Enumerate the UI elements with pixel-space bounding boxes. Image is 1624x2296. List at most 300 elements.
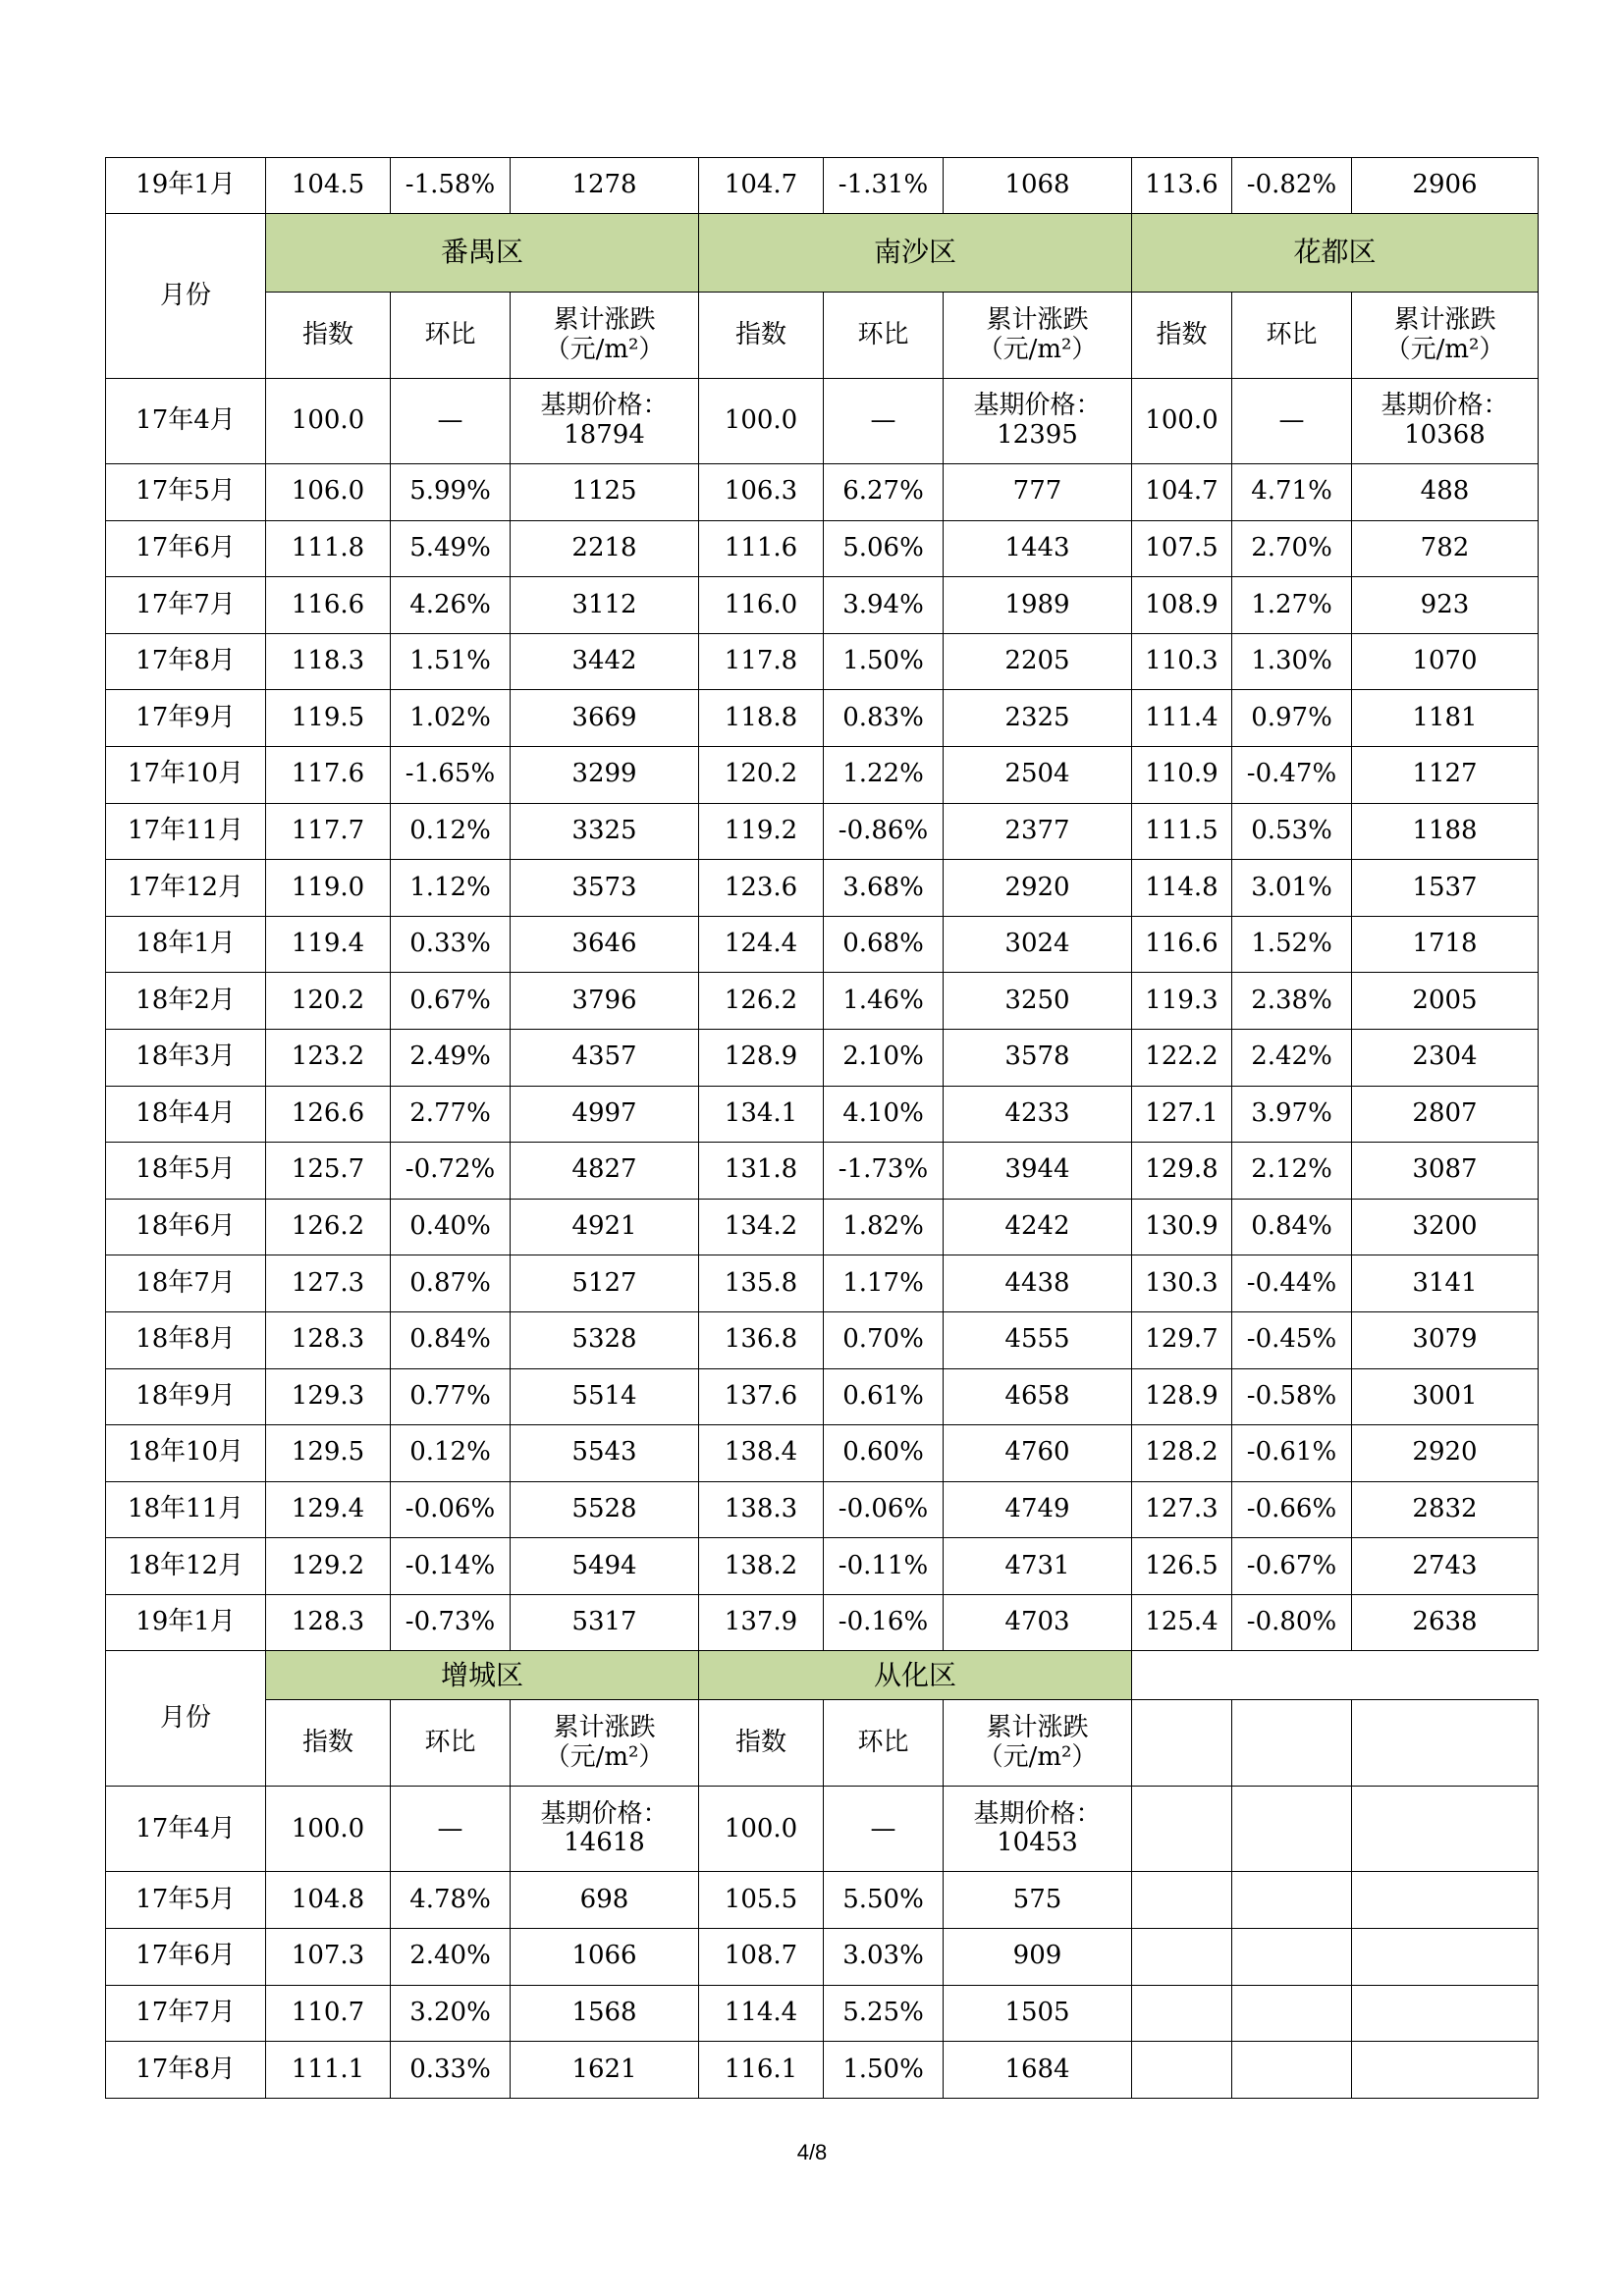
month-cell: 17年4月: [106, 1787, 266, 1872]
index-cell: 129.2: [266, 1538, 391, 1595]
index-cell: 119.5: [266, 690, 391, 747]
table-row: [106, 379, 1539, 464]
empty-cell: [1352, 2042, 1539, 2099]
index-cell: 130.3: [1132, 1255, 1232, 1312]
mom-cell: —: [1232, 379, 1352, 464]
mom-cell: 0.60%: [824, 1425, 944, 1482]
cumulative-cell: 2504: [944, 746, 1132, 803]
cumulative-cell: 1718: [1352, 916, 1539, 973]
mom-cell: 0.97%: [1232, 690, 1352, 747]
cumulative-cell: 5543: [511, 1425, 699, 1482]
mom-cell: -0.11%: [824, 1538, 944, 1595]
table-row: [106, 214, 1539, 293]
table-row: [106, 1481, 1539, 1538]
cumulative-cell: 4357: [511, 1029, 699, 1086]
index-cell: 106.0: [266, 464, 391, 521]
empty-cell: [1232, 1787, 1352, 1872]
index-cell: 110.9: [1132, 746, 1232, 803]
index-cell: 105.5: [699, 1872, 824, 1929]
cumulative-cell: 基期价格： 14618: [511, 1787, 699, 1872]
empty-cell: [1132, 1651, 1539, 1700]
mom-cell: -1.73%: [824, 1143, 944, 1200]
cumulative-cell: 1989: [944, 577, 1132, 634]
table-row: [106, 1985, 1539, 2042]
month-cell: 17年5月: [106, 1872, 266, 1929]
index-cell: 129.7: [1132, 1311, 1232, 1368]
cumulative-cell: 3141: [1352, 1255, 1539, 1312]
month-cell: 18年3月: [106, 1029, 266, 1086]
index-cell: 100.0: [1132, 379, 1232, 464]
month-cell: 17年6月: [106, 1929, 266, 1986]
mom-cell: 1.02%: [391, 690, 511, 747]
cumulative-cell: 2638: [1352, 1594, 1539, 1651]
mom-cell: 0.12%: [391, 1425, 511, 1482]
index-cell: 129.4: [266, 1481, 391, 1538]
mom-cell: 0.53%: [1232, 803, 1352, 860]
cumulative-cell: 3646: [511, 916, 699, 973]
month-cell: 17年6月: [106, 520, 266, 577]
cumulative-cell: 1066: [511, 1929, 699, 1986]
index-cell: 125.7: [266, 1143, 391, 1200]
mom-cell: 3.03%: [824, 1929, 944, 1986]
mom-cell: 2.70%: [1232, 520, 1352, 577]
cumulative-header: 累计涨跌 （元/m²）: [944, 293, 1132, 379]
month-header: 月份: [106, 1651, 266, 1787]
table-row: [106, 1651, 1539, 1700]
month-cell: 17年12月: [106, 860, 266, 917]
table-row: [106, 577, 1539, 634]
month-cell: 17年4月: [106, 379, 266, 464]
mom-header: 环比: [824, 293, 944, 379]
table-row: [106, 690, 1539, 747]
index-cell: 126.6: [266, 1086, 391, 1143]
month-cell: 18年4月: [106, 1086, 266, 1143]
cumulative-cell: 575: [944, 1872, 1132, 1929]
mom-cell: 5.99%: [391, 464, 511, 521]
cumulative-cell: 3250: [944, 973, 1132, 1030]
mom-cell: 0.77%: [391, 1368, 511, 1425]
month-cell: 18年11月: [106, 1481, 266, 1538]
index-cell: 119.4: [266, 916, 391, 973]
mom-cell: 0.68%: [824, 916, 944, 973]
cumulative-cell: 2377: [944, 803, 1132, 860]
index-cell: 110.7: [266, 1985, 391, 2042]
cumulative-cell: 3087: [1352, 1143, 1539, 1200]
cumulative-cell: 1537: [1352, 860, 1539, 917]
mom-cell: -0.45%: [1232, 1311, 1352, 1368]
mom-cell: 1.17%: [824, 1255, 944, 1312]
month-cell: 17年5月: [106, 464, 266, 521]
index-cell: 128.2: [1132, 1425, 1232, 1482]
empty-cell: [1132, 1985, 1232, 2042]
cumulative-cell: 3442: [511, 633, 699, 690]
index-cell: 111.8: [266, 520, 391, 577]
empty-cell: [1132, 1929, 1232, 1986]
month-cell: 18年2月: [106, 973, 266, 1030]
empty-cell: [1232, 1929, 1352, 1986]
index-cell: 120.2: [699, 746, 824, 803]
table-row: [106, 464, 1539, 521]
table-row: [106, 1199, 1539, 1255]
cumulative-cell: 2832: [1352, 1481, 1539, 1538]
index-cell: 137.6: [699, 1368, 824, 1425]
month-cell: 18年1月: [106, 916, 266, 973]
month-cell: 18年7月: [106, 1255, 266, 1312]
cumulative-cell: 3669: [511, 690, 699, 747]
table-row: [106, 746, 1539, 803]
cumulative-cell: 1125: [511, 464, 699, 521]
cumulative-cell: 3325: [511, 803, 699, 860]
cumulative-cell: 3200: [1352, 1199, 1539, 1255]
index-cell: 123.6: [699, 860, 824, 917]
index-cell: 138.3: [699, 1481, 824, 1538]
cumulative-cell: 4555: [944, 1311, 1132, 1368]
mom-cell: 1.82%: [824, 1199, 944, 1255]
cumulative-cell: 5494: [511, 1538, 699, 1595]
empty-cell: [1232, 1985, 1352, 2042]
cumulative-cell: 3796: [511, 973, 699, 1030]
index-cell: 126.2: [699, 973, 824, 1030]
cumulative-cell: 2218: [511, 520, 699, 577]
mom-cell: -1.58%: [391, 158, 511, 214]
mom-cell: -0.67%: [1232, 1538, 1352, 1595]
index-cell: 134.2: [699, 1199, 824, 1255]
mom-cell: -0.72%: [391, 1143, 511, 1200]
index-cell: 128.9: [1132, 1368, 1232, 1425]
month-cell: 18年9月: [106, 1368, 266, 1425]
mom-cell: -0.06%: [391, 1481, 511, 1538]
mom-cell: 3.97%: [1232, 1086, 1352, 1143]
cumulative-cell: 4827: [511, 1143, 699, 1200]
cumulative-cell: 782: [1352, 520, 1539, 577]
cumulative-cell: 2906: [1352, 158, 1539, 214]
table-row: [106, 2042, 1539, 2099]
index-cell: 100.0: [699, 379, 824, 464]
month-cell: 17年10月: [106, 746, 266, 803]
mom-cell: 1.12%: [391, 860, 511, 917]
index-cell: 128.9: [699, 1029, 824, 1086]
mom-cell: -1.65%: [391, 746, 511, 803]
cumulative-cell: 698: [511, 1872, 699, 1929]
cumulative-cell: 基期价格： 18794: [511, 379, 699, 464]
index-cell: 129.5: [266, 1425, 391, 1482]
index-cell: 116.1: [699, 2042, 824, 2099]
mom-cell: 1.22%: [824, 746, 944, 803]
mom-cell: -0.06%: [824, 1481, 944, 1538]
index-cell: 100.0: [266, 1787, 391, 1872]
cumulative-cell: 1068: [944, 158, 1132, 214]
index-cell: 104.5: [266, 158, 391, 214]
index-cell: 119.2: [699, 803, 824, 860]
month-cell: 18年6月: [106, 1199, 266, 1255]
month-cell: 19年1月: [106, 1594, 266, 1651]
mom-cell: -0.61%: [1232, 1425, 1352, 1482]
cumulative-cell: 1181: [1352, 690, 1539, 747]
index-cell: 138.2: [699, 1538, 824, 1595]
cumulative-cell: 2325: [944, 690, 1132, 747]
cumulative-cell: 4749: [944, 1481, 1132, 1538]
mom-cell: -0.16%: [824, 1594, 944, 1651]
index-header: 指数: [266, 293, 391, 379]
mom-header: 环比: [391, 293, 511, 379]
month-cell: 17年7月: [106, 1985, 266, 2042]
index-cell: 127.3: [266, 1255, 391, 1312]
cumulative-header: 累计涨跌 （元/m²）: [1352, 293, 1539, 379]
month-cell: 19年1月: [106, 158, 266, 214]
cumulative-cell: 3944: [944, 1143, 1132, 1200]
cumulative-cell: 3112: [511, 577, 699, 634]
index-cell: 111.1: [266, 2042, 391, 2099]
cumulative-cell: 基期价格： 12395: [944, 379, 1132, 464]
mom-cell: -0.14%: [391, 1538, 511, 1595]
empty-cell: [1352, 1872, 1539, 1929]
mom-cell: 1.30%: [1232, 633, 1352, 690]
cumulative-cell: 777: [944, 464, 1132, 521]
cumulative-cell: 488: [1352, 464, 1539, 521]
table-row: [106, 1029, 1539, 1086]
price-index-table: [105, 157, 1539, 2099]
mom-cell: 1.50%: [824, 633, 944, 690]
mom-cell: 2.42%: [1232, 1029, 1352, 1086]
cumulative-cell: 3079: [1352, 1311, 1539, 1368]
mom-cell: 4.78%: [391, 1872, 511, 1929]
month-cell: 17年7月: [106, 577, 266, 634]
mom-cell: 1.51%: [391, 633, 511, 690]
index-cell: 129.8: [1132, 1143, 1232, 1200]
cumulative-cell: 923: [1352, 577, 1539, 634]
district-header: 从化区: [699, 1651, 1132, 1700]
index-cell: 106.3: [699, 464, 824, 521]
empty-cell: [1132, 1787, 1232, 1872]
mom-cell: -0.47%: [1232, 746, 1352, 803]
index-cell: 136.8: [699, 1311, 824, 1368]
index-cell: 118.8: [699, 690, 824, 747]
mom-cell: -0.58%: [1232, 1368, 1352, 1425]
mom-cell: -0.86%: [824, 803, 944, 860]
table-row: [106, 1787, 1539, 1872]
table-row: [106, 293, 1539, 379]
mom-cell: 4.71%: [1232, 464, 1352, 521]
mom-cell: 0.12%: [391, 803, 511, 860]
index-cell: 125.4: [1132, 1594, 1232, 1651]
cumulative-cell: 909: [944, 1929, 1132, 1986]
month-cell: 18年8月: [106, 1311, 266, 1368]
mom-cell: 2.38%: [1232, 973, 1352, 1030]
cumulative-cell: 5514: [511, 1368, 699, 1425]
cumulative-cell: 1127: [1352, 746, 1539, 803]
month-cell: 17年8月: [106, 633, 266, 690]
index-cell: 127.1: [1132, 1086, 1232, 1143]
mom-cell: 0.61%: [824, 1368, 944, 1425]
mom-cell: 2.10%: [824, 1029, 944, 1086]
mom-cell: 1.46%: [824, 973, 944, 1030]
empty-cell: [1232, 2042, 1352, 2099]
mom-cell: 5.49%: [391, 520, 511, 577]
index-cell: 127.3: [1132, 1481, 1232, 1538]
index-cell: 119.0: [266, 860, 391, 917]
table-row: [106, 973, 1539, 1030]
cumulative-cell: 4760: [944, 1425, 1132, 1482]
table-row: [106, 520, 1539, 577]
cumulative-cell: 基期价格： 10368: [1352, 379, 1539, 464]
cumulative-cell: 1278: [511, 158, 699, 214]
mom-cell: 2.77%: [391, 1086, 511, 1143]
index-cell: 128.3: [266, 1594, 391, 1651]
month-cell: 17年8月: [106, 2042, 266, 2099]
index-cell: 107.5: [1132, 520, 1232, 577]
index-cell: 116.6: [266, 577, 391, 634]
index-cell: 104.8: [266, 1872, 391, 1929]
cumulative-cell: 2920: [1352, 1425, 1539, 1482]
cumulative-cell: 1568: [511, 1985, 699, 2042]
mom-cell: -0.82%: [1232, 158, 1352, 214]
cumulative-cell: 4438: [944, 1255, 1132, 1312]
table-row: [106, 1086, 1539, 1143]
mom-cell: 0.40%: [391, 1199, 511, 1255]
cumulative-cell: 1684: [944, 2042, 1132, 2099]
index-cell: 104.7: [699, 158, 824, 214]
index-cell: 119.3: [1132, 973, 1232, 1030]
table-row: [106, 158, 1539, 214]
index-cell: 107.3: [266, 1929, 391, 1986]
mom-cell: -0.66%: [1232, 1481, 1352, 1538]
index-cell: 129.3: [266, 1368, 391, 1425]
index-cell: 138.4: [699, 1425, 824, 1482]
table-row: [106, 1872, 1539, 1929]
district-header: 南沙区: [699, 214, 1132, 293]
index-cell: 108.9: [1132, 577, 1232, 634]
cumulative-cell: 3024: [944, 916, 1132, 973]
mom-cell: 2.40%: [391, 1929, 511, 1986]
mom-cell: 0.67%: [391, 973, 511, 1030]
mom-cell: 5.25%: [824, 1985, 944, 2042]
cumulative-cell: 1188: [1352, 803, 1539, 860]
index-cell: 126.2: [266, 1199, 391, 1255]
cumulative-cell: 4658: [944, 1368, 1132, 1425]
mom-header: 环比: [1232, 293, 1352, 379]
index-cell: 111.5: [1132, 803, 1232, 860]
index-cell: 108.7: [699, 1929, 824, 1986]
mom-cell: 4.10%: [824, 1086, 944, 1143]
cumulative-header: 累计涨跌 （元/m²）: [511, 1700, 699, 1787]
cumulative-cell: 1443: [944, 520, 1132, 577]
index-header: 指数: [266, 1700, 391, 1787]
table-row: [106, 1929, 1539, 1986]
cumulative-cell: 2205: [944, 633, 1132, 690]
mom-cell: 1.52%: [1232, 916, 1352, 973]
mom-cell: 0.33%: [391, 2042, 511, 2099]
table-row: [106, 803, 1539, 860]
table-row: [106, 1143, 1539, 1200]
mom-header: 环比: [391, 1700, 511, 1787]
empty-cell: [1132, 2042, 1232, 2099]
index-cell: 123.2: [266, 1029, 391, 1086]
cumulative-cell: 4921: [511, 1199, 699, 1255]
mom-cell: 3.94%: [824, 577, 944, 634]
mom-cell: —: [391, 1787, 511, 1872]
index-header: 指数: [699, 293, 824, 379]
mom-cell: —: [391, 379, 511, 464]
index-cell: 117.7: [266, 803, 391, 860]
table-row: [106, 1425, 1539, 1482]
mom-cell: 0.70%: [824, 1311, 944, 1368]
cumulative-cell: 4997: [511, 1086, 699, 1143]
index-cell: 120.2: [266, 973, 391, 1030]
cumulative-cell: 4731: [944, 1538, 1132, 1595]
index-cell: 116.0: [699, 577, 824, 634]
mom-cell: 5.50%: [824, 1872, 944, 1929]
mom-cell: 0.87%: [391, 1255, 511, 1312]
index-cell: 114.4: [699, 1985, 824, 2042]
month-cell: 18年5月: [106, 1143, 266, 1200]
table-row: [106, 860, 1539, 917]
index-header: 指数: [699, 1700, 824, 1787]
empty-cell: [1352, 1929, 1539, 1986]
cumulative-cell: 2005: [1352, 973, 1539, 1030]
mom-cell: -0.73%: [391, 1594, 511, 1651]
district-header: 增城区: [266, 1651, 699, 1700]
cumulative-cell: 5317: [511, 1594, 699, 1651]
index-header: 指数: [1132, 293, 1232, 379]
cumulative-cell: 2920: [944, 860, 1132, 917]
mom-cell: 0.33%: [391, 916, 511, 973]
mom-cell: 0.84%: [1232, 1199, 1352, 1255]
empty-cell: [1232, 1872, 1352, 1929]
index-cell: 114.8: [1132, 860, 1232, 917]
cumulative-cell: 4242: [944, 1199, 1132, 1255]
mom-cell: 3.01%: [1232, 860, 1352, 917]
month-cell: 17年9月: [106, 690, 266, 747]
cumulative-cell: 1621: [511, 2042, 699, 2099]
index-cell: 126.5: [1132, 1538, 1232, 1595]
index-cell: 100.0: [266, 379, 391, 464]
cumulative-cell: 2743: [1352, 1538, 1539, 1595]
mom-cell: 5.06%: [824, 520, 944, 577]
mom-cell: 3.68%: [824, 860, 944, 917]
index-cell: 104.7: [1132, 464, 1232, 521]
mom-cell: 2.49%: [391, 1029, 511, 1086]
empty-cell: [1132, 1700, 1232, 1787]
mom-cell: 0.84%: [391, 1311, 511, 1368]
mom-cell: 1.50%: [824, 2042, 944, 2099]
mom-cell: 2.12%: [1232, 1143, 1352, 1200]
cumulative-cell: 1505: [944, 1985, 1132, 2042]
index-cell: 135.8: [699, 1255, 824, 1312]
index-cell: 117.6: [266, 746, 391, 803]
table-row: [106, 916, 1539, 973]
table-row: [106, 1255, 1539, 1312]
cumulative-cell: 5528: [511, 1481, 699, 1538]
mom-cell: —: [824, 1787, 944, 1872]
index-cell: 116.6: [1132, 916, 1232, 973]
cumulative-cell: 3573: [511, 860, 699, 917]
empty-cell: [1232, 1700, 1352, 1787]
cumulative-cell: 3578: [944, 1029, 1132, 1086]
index-cell: 100.0: [699, 1787, 824, 1872]
cumulative-cell: 1070: [1352, 633, 1539, 690]
cumulative-header: 累计涨跌 （元/m²）: [944, 1700, 1132, 1787]
mom-cell: 4.26%: [391, 577, 511, 634]
cumulative-cell: 4703: [944, 1594, 1132, 1651]
cumulative-cell: 3001: [1352, 1368, 1539, 1425]
index-cell: 134.1: [699, 1086, 824, 1143]
index-cell: 117.8: [699, 633, 824, 690]
mom-header: 环比: [824, 1700, 944, 1787]
index-cell: 122.2: [1132, 1029, 1232, 1086]
mom-cell: 0.83%: [824, 690, 944, 747]
page-number: 4/8: [796, 2140, 828, 2164]
table-row: [106, 1700, 1539, 1787]
